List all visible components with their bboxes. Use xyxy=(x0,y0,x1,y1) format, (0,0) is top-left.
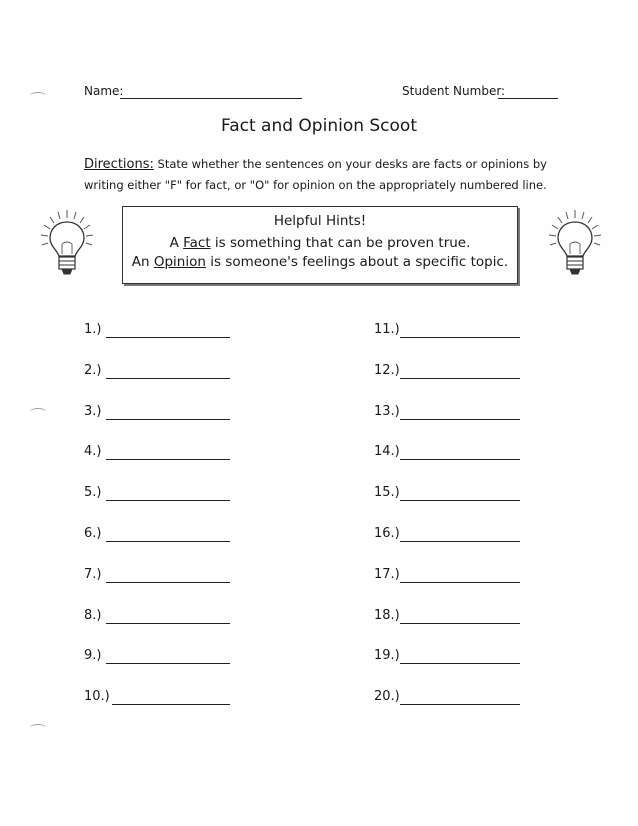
answer-number: 6.) xyxy=(84,526,102,541)
answer-line[interactable] xyxy=(400,337,520,338)
answer-row xyxy=(374,608,524,628)
directions xyxy=(84,154,564,196)
answer-row xyxy=(84,363,234,383)
answer-number: 2.) xyxy=(84,363,102,378)
answer-number: 3.) xyxy=(84,404,102,419)
answer-row xyxy=(374,689,524,709)
answer-row xyxy=(84,444,234,464)
answer-line[interactable] xyxy=(400,582,520,583)
answer-number: 14.) xyxy=(374,444,400,459)
punch-hole-mark xyxy=(30,92,46,99)
helpful-hints-box xyxy=(122,206,518,284)
answer-line[interactable] xyxy=(112,704,230,705)
opinion-word: Opinion xyxy=(153,254,206,270)
answer-row xyxy=(84,567,234,587)
header-fields xyxy=(84,84,560,104)
answer-row xyxy=(84,404,234,424)
answer-row xyxy=(84,608,234,628)
answer-row xyxy=(374,444,524,464)
fact-prefix: A xyxy=(169,235,184,251)
answer-number: 18.) xyxy=(374,608,400,623)
worksheet-title: Fact and Opinion Scoot xyxy=(220,116,417,136)
answer-line[interactable] xyxy=(106,378,230,379)
answer-row xyxy=(374,526,524,546)
answer-number: 10.) xyxy=(84,689,110,704)
student-number-field[interactable] xyxy=(498,98,558,99)
fact-suffix: is something that can be proven true. xyxy=(210,235,471,251)
opinion-suffix: is someone's feelings about a specific topic. xyxy=(205,254,509,270)
answer-row xyxy=(374,404,524,424)
answer-line[interactable] xyxy=(400,500,520,501)
answer-line[interactable] xyxy=(106,419,230,420)
answer-row xyxy=(84,485,234,505)
answer-number: 16.) xyxy=(374,526,400,541)
name-field[interactable] xyxy=(120,98,302,99)
answer-number: 1.) xyxy=(84,322,102,337)
punch-hole-mark xyxy=(30,724,46,731)
opinion-definition xyxy=(123,254,517,270)
answer-line[interactable] xyxy=(400,663,520,664)
answer-line[interactable] xyxy=(400,419,520,420)
answer-line[interactable] xyxy=(106,337,230,338)
answer-line[interactable] xyxy=(106,500,230,501)
fact-word: Fact xyxy=(183,235,211,251)
answer-row xyxy=(374,567,524,587)
answer-line[interactable] xyxy=(106,541,230,542)
answer-row xyxy=(374,322,524,342)
answer-line[interactable] xyxy=(400,541,520,542)
answer-line[interactable] xyxy=(400,459,520,460)
answer-number: 9.) xyxy=(84,648,102,663)
directions-text: State whether the sentences on your desks are facts or opinions by writing either "F" for fact, or "O" for opinion on the appropriately numbered line. xyxy=(84,157,547,192)
answer-line[interactable] xyxy=(106,582,230,583)
answer-line[interactable] xyxy=(106,623,230,624)
answer-number: 15.) xyxy=(374,485,400,500)
answer-number: 19.) xyxy=(374,648,400,663)
answer-number: 17.) xyxy=(374,567,400,582)
answer-line[interactable] xyxy=(106,459,230,460)
answer-number: 5.) xyxy=(84,485,102,500)
answer-number: 13.) xyxy=(374,404,400,419)
directions-label: Directions: xyxy=(84,157,154,172)
opinion-prefix: An xyxy=(131,254,154,270)
answer-row xyxy=(84,689,234,709)
answer-row xyxy=(84,648,234,668)
hints-title: Helpful Hints! xyxy=(273,213,367,229)
answer-number: 4.) xyxy=(84,444,102,459)
punch-hole-mark xyxy=(30,408,46,415)
lightbulb-icon xyxy=(38,208,96,282)
answer-number: 20.) xyxy=(374,689,400,704)
answer-row xyxy=(374,648,524,668)
answer-row xyxy=(374,485,524,505)
answer-number: 8.) xyxy=(84,608,102,623)
answer-line[interactable] xyxy=(106,663,230,664)
answer-row xyxy=(84,322,234,342)
lightbulb-icon xyxy=(546,208,604,282)
name-label: Name: xyxy=(84,84,124,98)
answer-number: 7.) xyxy=(84,567,102,582)
answer-number: 11.) xyxy=(374,322,400,337)
answer-line[interactable] xyxy=(400,378,520,379)
student-number-label: Student Number: xyxy=(402,84,506,98)
answer-line[interactable] xyxy=(400,704,520,705)
answer-row xyxy=(374,363,524,383)
answer-line[interactable] xyxy=(400,623,520,624)
answer-row xyxy=(84,526,234,546)
answer-number: 12.) xyxy=(374,363,400,378)
fact-definition xyxy=(123,235,517,251)
